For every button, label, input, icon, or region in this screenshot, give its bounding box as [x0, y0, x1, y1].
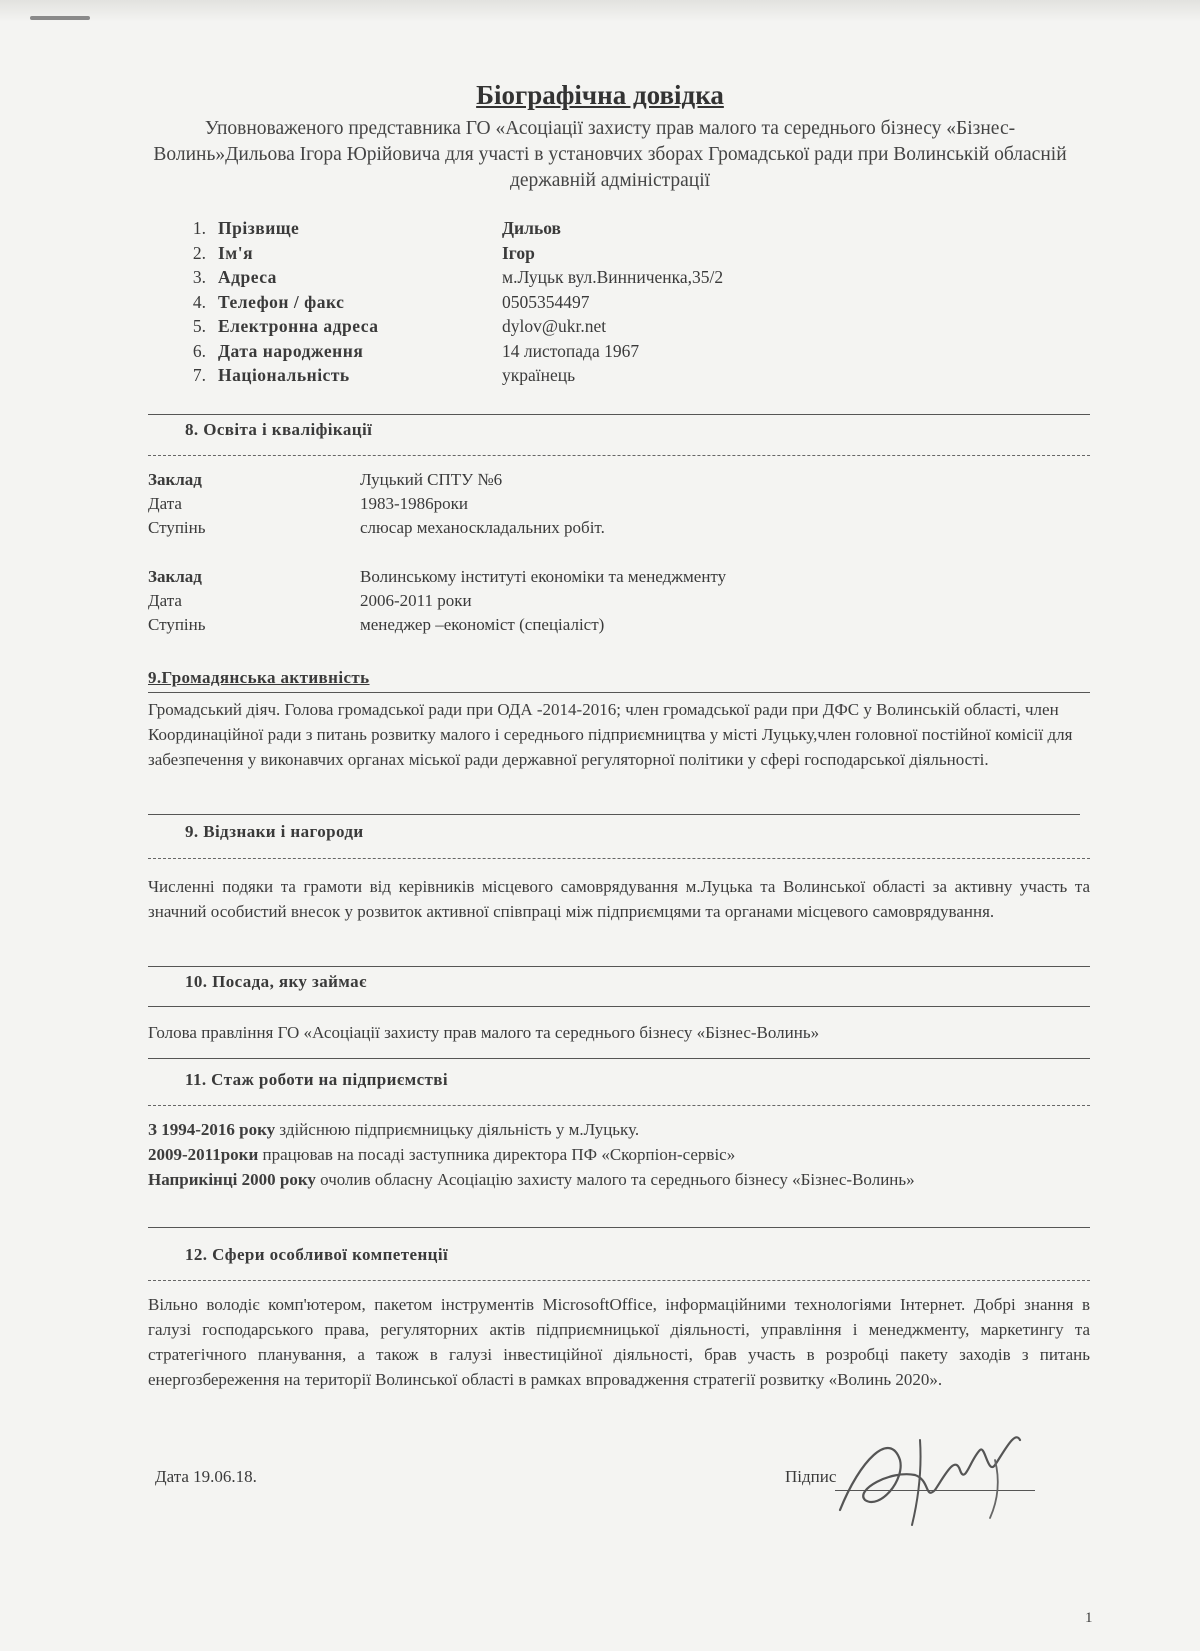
page-number: 1 [1085, 1610, 1093, 1626]
divider [148, 1105, 1090, 1106]
awards-text: Численні подяки та грамоти від керівників місцевого самоврядування м.Луцька та Волинської області за активну участь та значний особистий внесок у розвиток активної співпраці між підприємцями та органами місцевого самоврядування. [148, 877, 1090, 921]
education-value: Луцький СПТУ №6 [360, 470, 503, 489]
personal-info-list [182, 218, 882, 390]
info-value: Ігор [502, 242, 535, 263]
info-row-birthdate [182, 341, 882, 366]
experience-list [148, 1117, 1048, 1192]
experience-desc: очолив обласну Асоціацію захисту малого та середнього бізнесу «Бізнес-Волинь» [315, 1170, 915, 1189]
info-label: Електронна адреса [218, 316, 379, 336]
info-label: Прізвище [218, 218, 300, 238]
civic-heading: 9.Громадянська активність [148, 668, 370, 687]
info-label: Ім'я [218, 242, 254, 263]
info-value: м.Луцьк вул.Винниченка,35/2 [502, 267, 724, 287]
experience-period: З 1994-2016 року [148, 1120, 276, 1139]
education-key: Ступінь [148, 518, 206, 537]
info-row-surname [182, 218, 882, 243]
info-num: 3. [192, 267, 206, 287]
info-label: Дата народження [218, 340, 364, 361]
education-value: менеджер –економіст (спеціаліст) [360, 615, 605, 634]
info-num: 2. [192, 242, 206, 263]
divider [148, 455, 1090, 456]
education-heading: 8. Освіта і кваліфікації [185, 420, 373, 439]
position-text: Голова правління ГО «Асоціації захисту прав малого та середнього бізнесу «Бізнес-Волинь» [148, 1023, 820, 1042]
civic-text: Громадський діяч. Голова громадської ради при ОДА -2014-2016; член громадської ради при ДФС у Волинській області, член Координаційної ради з питань розвитку малого і середнього підприємництва у місті Луцьку,член головної постійної комісії для забезпечення у виконавчих органах міської ради державної регуляторної політики у сфері господарської діяльності. [148, 700, 1073, 769]
education-row [148, 615, 1048, 639]
divider [148, 1058, 1090, 1059]
info-label: Адреса [218, 267, 277, 287]
education-key: Дата [148, 494, 182, 513]
competence-text: Вільно володіє комп'ютером, пакетом інструментів MicrosoftOffice, інформаційними технологіями Інтернет. Добрі знання в галузі господарського права, регуляторних актів підприємницької діяльності, управління і менеджменту, маркетингу та стратегічного планування, а також в галузі інвестиційної діяльності, брав участь в розробці пакету заходів з питань енергозбереження на території Волинської області в рамках впровадження стратегії розвитку «Волинь 2020». [148, 1295, 1090, 1389]
info-num: 6. [192, 340, 206, 361]
info-num: 7. [192, 365, 206, 385]
info-label: Телефон / факс [218, 291, 345, 312]
competence-heading: 12. Сфери особливої компетенції [185, 1245, 449, 1264]
education-key: Ступінь [148, 615, 206, 634]
info-row-name [182, 243, 882, 268]
education-key: Заклад [148, 567, 202, 586]
info-row-address [182, 267, 882, 292]
info-value: українець [502, 365, 576, 385]
experience-prefix: Наприкінці [148, 1170, 242, 1189]
experience-heading: 11. Стаж роботи на підприємстві [185, 1070, 448, 1089]
divider [148, 692, 1090, 693]
info-value: 14 листопада 1967 [502, 340, 640, 361]
education-value: Волинському інституті економіки та менеджменту [360, 567, 727, 586]
info-num: 1. [192, 218, 206, 238]
experience-period: 2009-2011роки [148, 1145, 259, 1164]
divider [148, 1280, 1090, 1281]
experience-desc: працював на посаді заступника директора ПФ «Скорпіон-сервіс» [258, 1145, 736, 1164]
experience-line [148, 1142, 1048, 1167]
info-row-phone [182, 292, 882, 317]
divider [148, 814, 1080, 815]
position-heading: 10. Посада, яку займає [185, 972, 367, 991]
scan-mark [30, 16, 90, 20]
info-value: 0505354497 [502, 291, 590, 312]
divider [148, 966, 1090, 967]
divider [148, 858, 1090, 859]
education-row [148, 470, 1048, 494]
divider [148, 414, 1090, 415]
document-subtitle: Уповноваженого представника ГО «Асоціації захисту прав малого та середнього бізнесу «Бізнес-Волинь»Дильова Ігора Юрійовича для участі в установчих зборах Громадської ради при Волинській обласній державній адміністрації [153, 118, 1067, 191]
education-entry-2 [148, 567, 1048, 639]
scan-edge [0, 0, 1200, 22]
info-row-email [182, 316, 882, 341]
info-label: Національність [218, 365, 350, 385]
signature-image [820, 1400, 1050, 1530]
signature-label: Підпис [785, 1467, 837, 1486]
education-row [148, 518, 1048, 542]
info-num: 4. [192, 291, 206, 312]
divider [148, 1006, 1090, 1007]
education-value: слюсар механоскладальних робіт. [360, 518, 605, 537]
divider [148, 1227, 1090, 1228]
awards-heading: 9. Відзнаки і нагороди [185, 822, 364, 841]
info-num: 5. [192, 316, 206, 336]
info-value: Дильов [502, 218, 561, 238]
education-entry-1 [148, 470, 1048, 542]
education-key: Дата [148, 591, 182, 610]
experience-line [148, 1167, 1048, 1192]
experience-line [148, 1117, 1048, 1142]
education-row [148, 591, 1048, 615]
education-row [148, 494, 1048, 518]
education-value: 2006-2011 роки [360, 591, 472, 610]
education-row [148, 567, 1048, 591]
info-value: dylov@ukr.net [502, 316, 607, 336]
document-date: Дата 19.06.18. [155, 1467, 257, 1486]
education-key: Заклад [148, 470, 202, 489]
experience-desc: здійснюю підприємницьку діяльність у м.Луцьку. [275, 1120, 640, 1139]
document-title: Біографічна довідка [476, 80, 724, 110]
info-row-nationality [182, 365, 882, 390]
experience-period: 2000 року [241, 1170, 316, 1189]
education-value: 1983-1986роки [360, 494, 469, 513]
